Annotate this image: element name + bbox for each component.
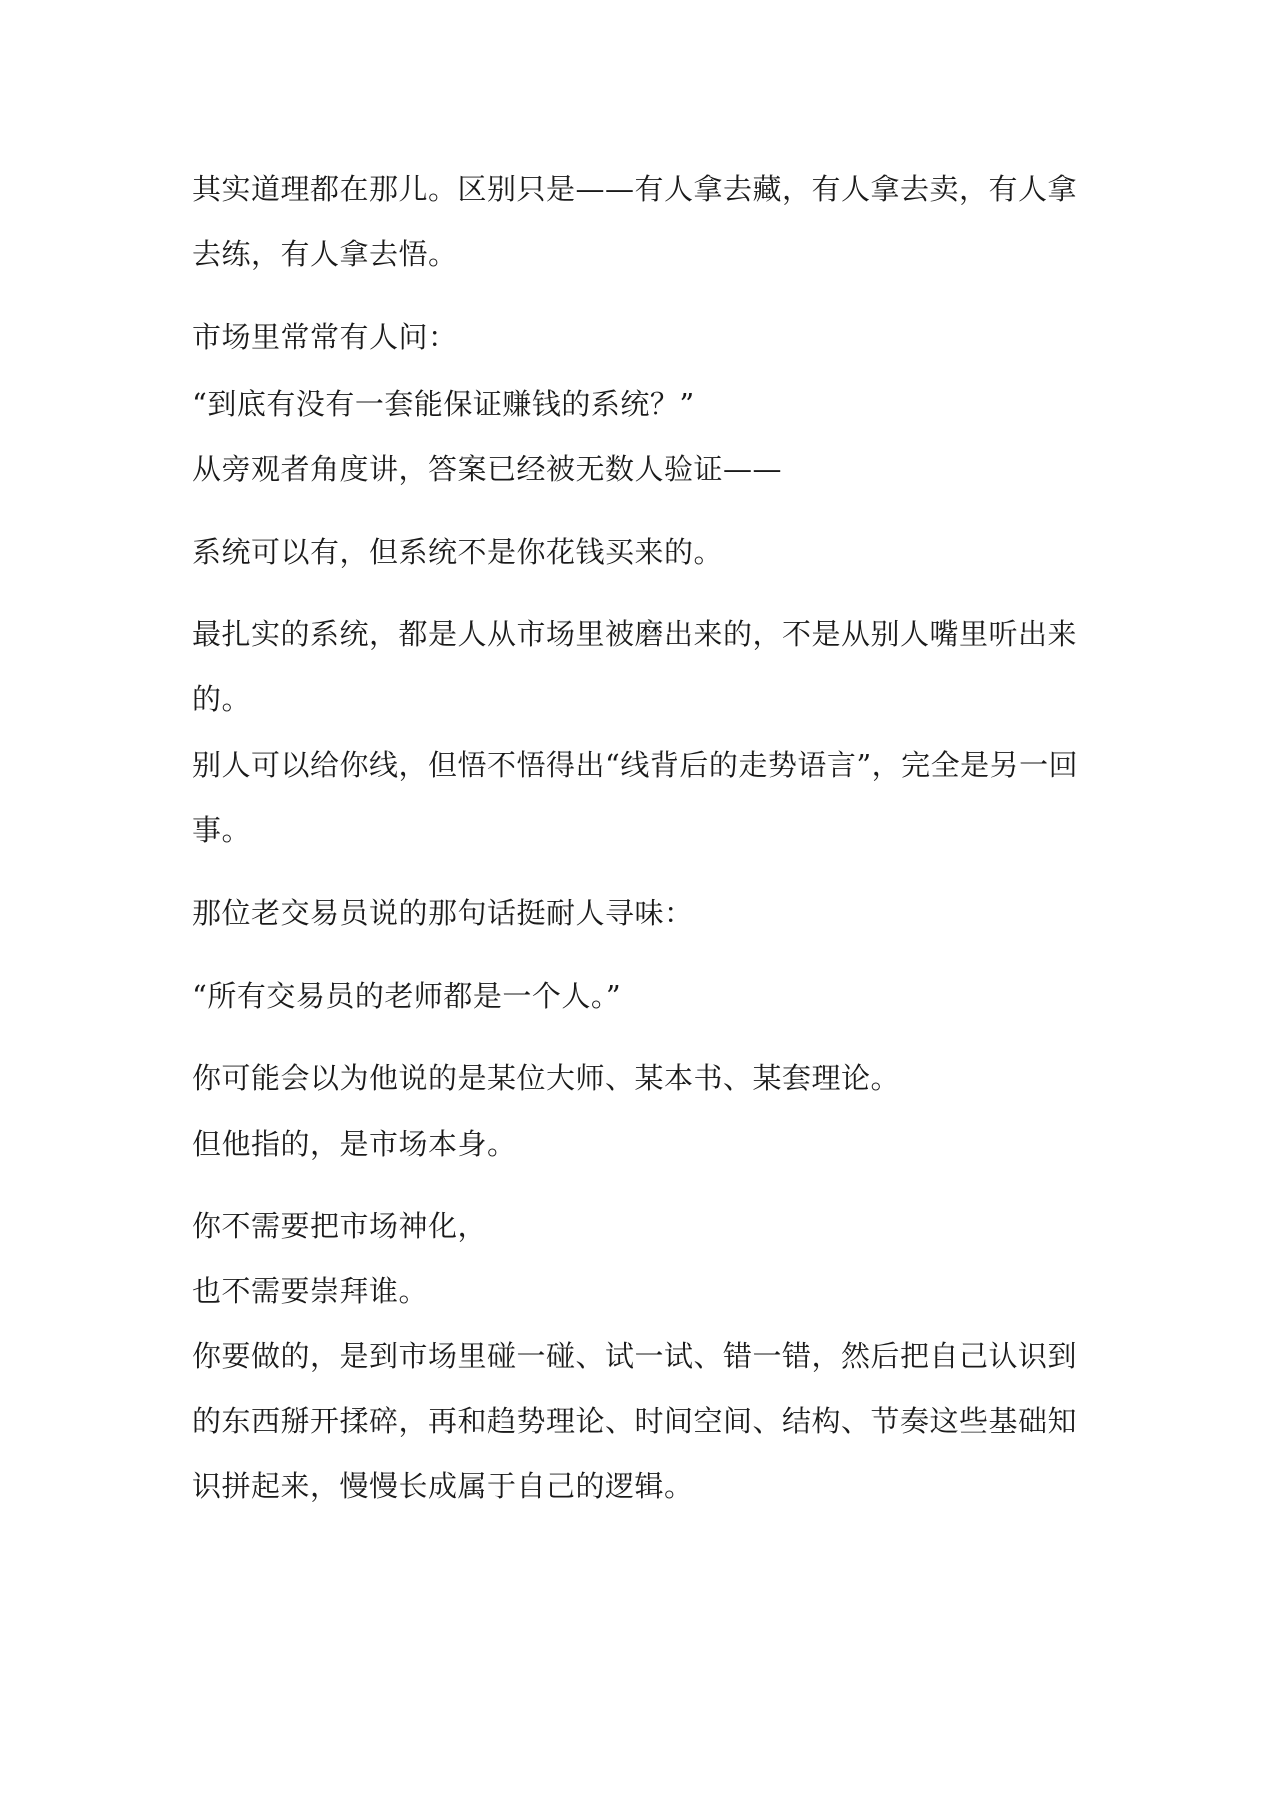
text-line: 的东西掰开揉碎，再和趋势理论、时间空间、结构、节奏这些基础知: [192, 1404, 1078, 1438]
text-line: 你要做的，是到市场里碰一碰、试一试、错一错，然后把自己认识到: [192, 1339, 1078, 1373]
text-line: “到底有没有一套能保证赚钱的系统？”: [192, 387, 695, 421]
text-line: 从旁观者角度讲，答案已经被无数人验证——: [192, 452, 783, 486]
text-line: 识拼起来，慢慢长成属于自己的逻辑。: [192, 1469, 694, 1503]
text-line: 系统可以有，但系统不是你花钱买来的。: [192, 535, 724, 569]
text-line: 去练，有人拿去悟。: [192, 237, 458, 271]
text-line: 你可能会以为他说的是某位大师、某本书、某套理论。: [192, 1061, 901, 1095]
text-line: 别人可以给你线，但悟不悟得出“线背后的走势语言”，完全是另一回: [192, 748, 1079, 782]
text-line: 事。: [192, 813, 252, 847]
text-line: 但他指的，是市场本身。: [192, 1127, 517, 1161]
text-line: 那位老交易员说的那句话挺耐人寻味：: [192, 896, 694, 930]
text-line: 的。: [192, 682, 252, 716]
text-line: 其实道理都在那儿。区别只是——有人拿去藏，有人拿去卖，有人拿: [192, 172, 1078, 206]
text-line: “所有交易员的老师都是一个人。”: [192, 979, 622, 1013]
text-line: 也不需要崇拜谁。: [192, 1274, 429, 1308]
text-line: 市场里常常有人问：: [192, 320, 458, 354]
text-line: 你不需要把市场神化，: [192, 1209, 488, 1243]
text-line: 最扎实的系统，都是人从市场里被磨出来的，不是从别人嘴里听出来: [192, 617, 1078, 651]
